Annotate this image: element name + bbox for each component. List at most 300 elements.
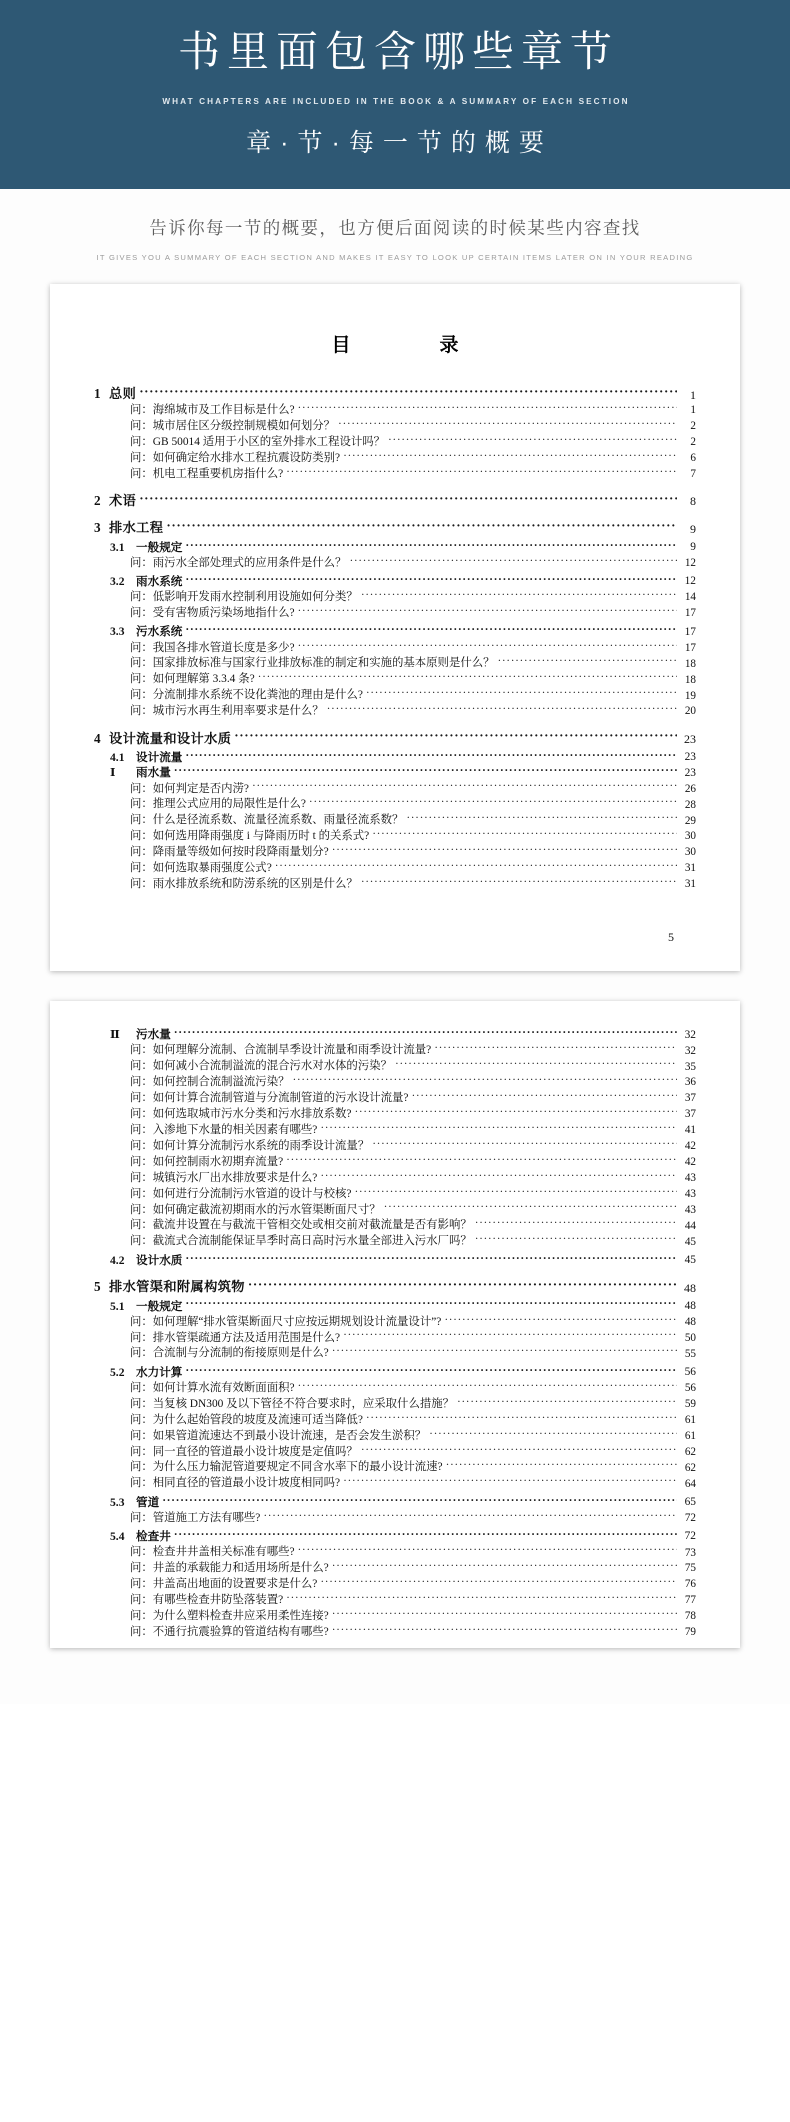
toc-entry-label [130,1611,329,1622]
toc-entry-page: 23 [684,766,696,779]
toc-entry-page: 45 [684,1235,696,1248]
toc-leader-dots [332,1627,677,1638]
toc-entry-label [130,1447,358,1458]
toc-leader-dots [185,1367,677,1379]
toc-entry-label [130,706,324,717]
toc-entry-label [130,421,335,432]
toc-entry-page: 9 [690,540,696,553]
toc-entry-label [130,1415,363,1426]
toc-entry-title: 问：国家排放标准与国家行业排放标准的制定和实施的基本原则是什么？ [130,657,495,670]
toc-entry-q[interactable] [94,863,696,874]
toc-entry-q[interactable] [94,784,696,795]
toc-entry-q[interactable] [94,1399,696,1410]
toc-leader-dots [372,831,677,842]
toc-entry-title: 问：降雨量等级如何按时段降雨量划分? [130,846,329,859]
toc-entry-title: 一般规定 [136,1299,183,1313]
toc-entry-q[interactable] [94,1627,696,1638]
toc-entry-label [130,1513,260,1524]
toc-entry-q[interactable] [94,558,696,569]
toc-entry-page: 31 [684,878,696,891]
toc-entry-title: 问：如何选用降雨强度 i 与降雨历时 t 的关系式? [130,830,370,843]
toc-entry-title: 问：如何减小合流制溢流的混合污水对水体的污染？ [130,1060,392,1073]
toc-entry-title: 问：如何确定截流初期雨水的污水管渠断面尺寸？ [130,1203,381,1216]
toc-entry-sec[interactable] [94,1531,696,1543]
toc-entry-title: 问：有哪些检查井防坠落装置? [130,1594,284,1607]
toc-entry-sec[interactable] [94,542,696,554]
toc-leader-dots [185,1255,677,1267]
toc-entry-label [130,1333,340,1344]
toc-entry-title: 管道 [136,1495,160,1509]
toc-entry-label [110,576,182,588]
toc-leader-dots [411,1093,677,1104]
toc-entry-number: 4 [94,730,101,746]
toc-entry-page: 48 [684,1315,696,1328]
toc-entry-label [130,1109,351,1120]
toc-leader-dots [275,863,677,874]
toc-entry-label [130,1173,317,1184]
toc-entry-q[interactable] [94,1348,696,1359]
toc-entry-title: 问：如何理解“排水管渠断面尺寸应按远期规划设计流量设计”? [130,1315,442,1328]
toc-leader-dots [162,1497,677,1509]
toc-entry-label [130,1317,441,1328]
toc-entry-q[interactable] [94,1141,696,1152]
toc-entry-label [130,847,329,858]
toc-leader-dots [354,1189,677,1200]
toc-entry-title: 问：为什么压力输泥管道要规定不同含水率下的最小设计流速? [130,1461,443,1474]
toc-leader-dots [320,1173,677,1184]
toc-entry-label [130,608,295,619]
toc-entry-chap[interactable] [94,387,696,400]
toc-entry-number: 2 [94,493,101,509]
toc-entry-q[interactable] [94,453,696,464]
toc-entry-q[interactable] [94,405,696,416]
toc-leader-dots [343,1478,677,1489]
toc-entry-page: 32 [684,1028,696,1041]
toc-leader-dots [286,469,677,480]
toc-entry-page: 23 [684,731,696,746]
toc-entry-q[interactable] [94,1109,696,1120]
toc-leader-dots [185,1301,677,1313]
toc-entry-q[interactable] [94,674,696,685]
toc-entry-page: 56 [684,1382,696,1395]
toc-entry-page: 43 [684,1171,696,1184]
toc-entry-label [130,1547,295,1558]
toc-entry-label [130,1061,392,1072]
toc-entry-label [130,1595,283,1606]
toc-entry-q[interactable] [94,1077,696,1088]
toc-leader-dots [166,521,677,534]
toc-entry-title: 一般规定 [136,540,183,554]
toc-entry-title: 问：检查井井盖相关标准有哪些? [130,1546,295,1559]
toc-entry-title: 问：截流井设置在与截流干管相交处或相交前对截流量是否有影响？ [130,1219,472,1232]
toc-entry-label [130,1189,351,1200]
toc-entry-sec[interactable] [94,1255,696,1267]
toc-entry-label [130,1627,329,1638]
toc-entry-label [94,387,136,400]
toc-entry-title: 问：为什么塑料检查井应采用柔性连接? [130,1609,329,1622]
toc-entry-page: 8 [690,494,696,509]
toc-entry-title: 问：截流式合流制能保证旱季时高日高时污水量全部进入污水厂吗？ [130,1235,472,1248]
toc-leader-dots [185,542,677,554]
toc-entry-page: 48 [684,1299,696,1312]
toc-entry-page: 1 [690,387,696,402]
toc-leader-dots [338,421,677,432]
toc-leader-dots [446,1462,677,1473]
toc-leader-dots [174,1531,677,1543]
toc-entry-label [130,405,295,416]
toc-entry-q[interactable] [94,1173,696,1184]
toc-entry-q[interactable] [94,1045,696,1056]
toc-entry-q[interactable] [94,1333,696,1344]
toc-entry-q[interactable] [94,643,696,654]
toc-entry-page: 29 [684,814,696,827]
toc-entry-page: 65 [684,1495,696,1508]
toc-entry-q[interactable] [94,1205,696,1216]
toc-entry-title: 问：相同直径的管道最小设计坡度相同吗? [130,1477,341,1490]
toc-entry-page: 17 [684,607,696,620]
toc-entry-page: 59 [684,1398,696,1411]
toc-entry-title: 问：如何选取城市污水分类和污水排放系数? [130,1108,352,1121]
toc-leader-dots [298,643,677,654]
toc-entry-number: 3.3 [110,625,125,639]
toc-entry-title: 设计流量 [136,750,183,764]
toc-entry-q[interactable] [94,658,696,669]
toc-entry-sec[interactable] [94,1367,696,1379]
toc-entry-title: 问：如果管道流速达不到最小设计流速，是否会发生淤积？ [130,1429,427,1442]
toc-entry-page: 77 [684,1594,696,1607]
toc-entry-page: 19 [684,689,696,702]
toc-entry-label [130,784,249,795]
toc-entry-title: 问：如何判定是否内涝? [130,782,249,795]
toc-entry-rom[interactable] [94,767,696,779]
toc-entry-label [130,592,358,603]
toc-entry-title: 问：推理公式应用的局限性是什么? [130,798,306,811]
toc-entry-title: 问：不通行抗震验算的管道结构有哪些? [130,1625,329,1638]
toc-entry-q[interactable] [94,1579,696,1590]
toc-leader-dots [498,659,677,670]
toc-leader-dots [361,1447,677,1458]
toc-entry-label [130,831,369,842]
toc-entry-title: 问：机电工程重要机房指什么? [130,467,284,480]
toc-entry-label [130,674,255,685]
toc-leader-dots [475,1220,677,1231]
toc-entry-number: 5.3 [110,1495,125,1509]
toc-entry-q[interactable] [94,1317,696,1328]
toc-entry-title: 设计流量和设计水质 [109,730,232,746]
toc-entry-title: 问：排水管渠疏通方法及适用范围是什么? [130,1331,341,1344]
toc-leader-dots [332,1611,677,1622]
toc-entry-q[interactable] [94,592,696,603]
toc-leader-dots [185,752,677,764]
toc-leader-dots [234,732,677,745]
toc-entry-label [110,1497,159,1509]
toc-entry-number: Ⅱ [110,1028,120,1042]
toc-entry-title: 检查井 [136,1530,171,1544]
toc-entry-q[interactable] [94,1189,696,1200]
toc-entry-q[interactable] [94,1547,696,1558]
toc-entry-page: 7 [690,467,696,480]
toc-entry-q[interactable] [94,1415,696,1426]
toc-entry-label [130,469,283,480]
toc-entry-label [130,1205,381,1216]
toc-entry-page: 9 [690,521,696,536]
toc-entry-q[interactable] [94,1236,696,1247]
toc-leader-dots [298,1383,677,1394]
toc-entry-label [94,494,136,507]
toc-entry-page: 23 [684,751,696,763]
toc-entry-page: 2 [690,436,696,449]
toc-entry-title: 问：GB 50014 适用于小区的室外排水工程设计吗？ [130,435,386,448]
toc-entry-title: 问：如何理解分流制、合流制旱季设计流量和雨季设计流量? [130,1044,432,1057]
toc-entry-page: 78 [684,1610,696,1623]
toc-entry-q[interactable] [94,847,696,858]
toc-entry-title: 问：如何计算水流有效断面面积? [130,1381,295,1394]
toc-entry-page: 75 [684,1562,696,1575]
toc-leader-dots [366,690,677,701]
toc-entry-q[interactable] [94,1595,696,1606]
toc-entry-label [130,1141,369,1152]
toc-leader-dots [388,437,677,448]
toc-entry-label [130,879,358,890]
intro-english-text: IT GIVES YOU A SUMMARY OF EACH SECTION AND MAKES IT EASY TO LOOK UP CERTAIN ITEMS LATER ON IN YOUR READING [96,253,694,263]
toc-entry-label [130,863,272,874]
toc-entry-label [110,1367,182,1379]
toc-entry-sec[interactable] [94,576,696,588]
intro-block [0,189,790,284]
toc-entry-page: 48 [684,1280,696,1295]
toc-entry-page: 18 [684,673,696,686]
toc-leader-dots [429,1431,677,1442]
toc-leader-dots [332,847,677,858]
toc-entry-page: 42 [684,1140,696,1153]
toc-leader-dots [258,674,677,685]
toc-page-1 [50,284,740,971]
toc-entry-q[interactable] [94,469,696,480]
toc-entry-title: 问：雨污水全部处理式的应用条件是什么？ [130,556,347,569]
toc-entry-page: 26 [684,782,696,795]
toc-entry-title: 雨水量 [136,766,171,780]
intro-chinese-text: 告诉你每一节的概要，也方便后面阅读的时候某些内容查找 [149,218,641,239]
toc-entry-q[interactable] [94,831,696,842]
toc-entry-q[interactable] [94,1462,696,1473]
toc-entry-page: 62 [684,1461,696,1474]
toc-entry-label [130,558,346,569]
toc-entry-page: 35 [684,1060,696,1073]
toc-entry-title: 问：低影响开发雨水控制利用设施如何分类？ [130,591,358,604]
toc-leader-dots [298,1547,677,1558]
toc-entry-page: 64 [684,1477,696,1490]
toc-entry-label [130,1093,408,1104]
toc-entry-q[interactable] [94,421,696,432]
toc-entry-q[interactable] [94,1611,696,1622]
toc-entry-label [110,1531,171,1543]
toc-entry-page: 37 [684,1108,696,1121]
toc-entry-title: 术语 [109,493,137,509]
toc-entry-title: 问：城市污水再生利用率要求是什么？ [130,705,324,718]
toc-entry-page: 30 [684,830,696,843]
document-pages [0,284,790,1704]
toc-entry-q[interactable] [94,1513,696,1524]
toc-entry-title: 总则 [109,386,137,402]
toc-entry-chap[interactable] [94,732,696,745]
toc-entry-title: 问：城镇污水厂出水排放要求是什么? [130,1171,318,1184]
toc-entry-sec[interactable] [94,752,696,764]
toc-entry-label [130,658,495,669]
toc-entry-page: 12 [684,556,696,569]
toc-entry-title: 问：如何计算合流制管道与分流制管道的污水设计流量? [130,1092,409,1105]
toc-entry-q[interactable] [94,1061,696,1072]
toc-entry-title: 问：井盖的承载能力和适用场所是什么? [130,1562,329,1575]
toc-entry-page: 36 [684,1076,696,1089]
toc-entry-label [130,1478,340,1489]
toc-entry-chap[interactable] [94,494,696,507]
toc-entry-page: 1 [690,404,696,417]
toc-entry-title: 问：如何确定给水排水工程抗震设防类别? [130,451,341,464]
toc-entry-title: 问：井盖高出地面的设置要求是什么? [130,1578,318,1591]
toc-entry-label [94,732,231,745]
toc-entry-rom[interactable] [94,1029,696,1041]
toc-entry-title: 问：合流制与分流制的衔接原则是什么? [130,1347,329,1360]
toc-entry-sec[interactable] [94,626,696,638]
toc-page-2 [50,1001,740,1648]
toc-entry-q[interactable] [94,1478,696,1489]
toc-entry-q[interactable] [94,1125,696,1136]
toc-leader-dots [343,1333,677,1344]
toc-leader-dots [354,1109,677,1120]
toc-leader-dots [139,387,677,400]
toc-entry-chap[interactable] [94,1280,696,1293]
toc-entry-label [130,1348,329,1359]
toc-entry-title: 问：如何控制雨水初期弃流量? [130,1155,284,1168]
toc-leader-dots [475,1236,677,1247]
toc-leader-dots [361,879,677,890]
toc-leader-dots [343,453,677,464]
toc-leader-dots [372,1141,677,1152]
toc-entry-q[interactable] [94,1093,696,1104]
toc-entry-page: 37 [684,1092,696,1105]
toc-entry-title: 问：如何控制合流制溢流污染？ [130,1076,290,1089]
toc-entry-q[interactable] [94,1447,696,1458]
toc-entry-label [110,752,182,764]
toc-entry-page: 44 [684,1219,696,1232]
page-number: 5 [668,930,674,945]
toc-entry-page: 30 [684,846,696,859]
toc-entry-number: 3.2 [110,575,125,589]
toc-entry-page: 45 [684,1253,696,1266]
toc-entry-page: 76 [684,1578,696,1591]
toc-entry-title: 问：如何计算分流制污水系统的雨季设计流量？ [130,1139,370,1152]
toc-entry-page: 14 [684,591,696,604]
toc-entry-q[interactable] [94,690,696,701]
toc-entry-page: 73 [684,1546,696,1559]
toc-entry-q[interactable] [94,706,696,717]
toc-entries-page-1 [94,387,696,890]
toc-entry-page: 20 [684,705,696,718]
toc-entry-label [110,542,182,554]
toc-entry-number: 5.2 [110,1365,125,1379]
toc-entry-q[interactable] [94,608,696,619]
toc-leader-dots [366,1415,677,1426]
toc-entry-page: 17 [684,641,696,654]
toc-leader-dots [320,1579,677,1590]
toc-entry-q[interactable] [94,1383,696,1394]
toc-entry-title: 问：如何理解第 3.3.4 条? [130,673,255,686]
toc-entry-label [130,1220,472,1231]
toc-leader-dots [332,1563,677,1574]
toc-leader-dots [174,1029,677,1041]
toc-entry-title: 问：为什么起始管段的坡度及流速可适当降低? [130,1413,363,1426]
toc-entry-title: 问：分流制排水系统不设化粪池的理由是什么? [130,689,363,702]
toc-leader-dots [286,1595,677,1606]
toc-entry-label [130,1563,329,1574]
toc-leader-dots [185,626,677,638]
toc-entry-label [94,1280,245,1293]
toc-entry-label [130,799,306,810]
toc-entry-label [110,1301,182,1313]
toc-entry-page: 79 [684,1626,696,1639]
toc-entry-page: 17 [684,625,696,638]
toc-entry-q[interactable] [94,1220,696,1231]
toc-leader-dots [286,1157,677,1168]
toc-entry-label [130,643,295,654]
toc-entry-label [130,1125,317,1136]
toc-leader-dots [174,767,677,779]
toc-entry-page: 62 [684,1445,696,1458]
toc-entry-label [110,1029,171,1041]
toc-entry-q[interactable] [94,799,696,810]
toc-entry-q[interactable] [94,437,696,448]
hero-subtitle: 章·节·每一节的概要 [246,129,553,158]
toc-entry-page: 72 [684,1512,696,1525]
toc-leader-dots [292,1077,677,1088]
hero-banner [0,0,790,189]
toc-entry-page: 43 [684,1187,696,1200]
toc-entry-q[interactable] [94,1431,696,1442]
toc-entry-page: 6 [690,452,696,465]
toc-entry-title: 问：入渗地下水量的相关因素有哪些? [130,1123,318,1136]
toc-entry-label [130,1236,472,1247]
toc-entry-chap[interactable] [94,521,696,534]
toc-entry-title: 水力计算 [136,1365,183,1379]
toc-entry-label [130,1077,289,1088]
toc-entry-label [130,815,403,826]
toc-entry-q[interactable] [94,1157,696,1168]
toc-leader-dots [320,1125,677,1136]
toc-leader-dots [361,592,677,603]
toc-entry-label [110,1255,182,1267]
toc-entry-label [110,767,171,779]
toc-leader-dots [327,706,677,717]
toc-entry-page: 56 [684,1366,696,1379]
toc-entry-page: 42 [684,1155,696,1168]
toc-leader-dots [395,1061,677,1072]
hero-english-subtitle: WHAT CHAPTERS ARE INCLUDED IN THE BOOK & A SUMMARY OF EACH SECTION [162,97,630,107]
toc-entry-label [110,626,182,638]
toc-entry-sec[interactable] [94,1301,696,1313]
toc-entry-number: 4.1 [110,750,125,764]
toc-entry-page: 72 [684,1530,696,1543]
toc-entry-label [130,453,340,464]
toc-entry-page: 12 [684,575,696,588]
toc-entry-q[interactable] [94,815,696,826]
toc-entry-q[interactable] [94,1563,696,1574]
toc-entry-q[interactable] [94,879,696,890]
toc-entry-title: 问：如何进行分流制污水管道的设计与校核? [130,1187,352,1200]
toc-leader-dots [263,1513,677,1524]
toc-entry-page: 32 [684,1044,696,1057]
toc-entry-sec[interactable] [94,1497,696,1509]
toc-entry-title: 问：什么是径流系数、流量径流系数、雨量径流系数？ [130,814,404,827]
